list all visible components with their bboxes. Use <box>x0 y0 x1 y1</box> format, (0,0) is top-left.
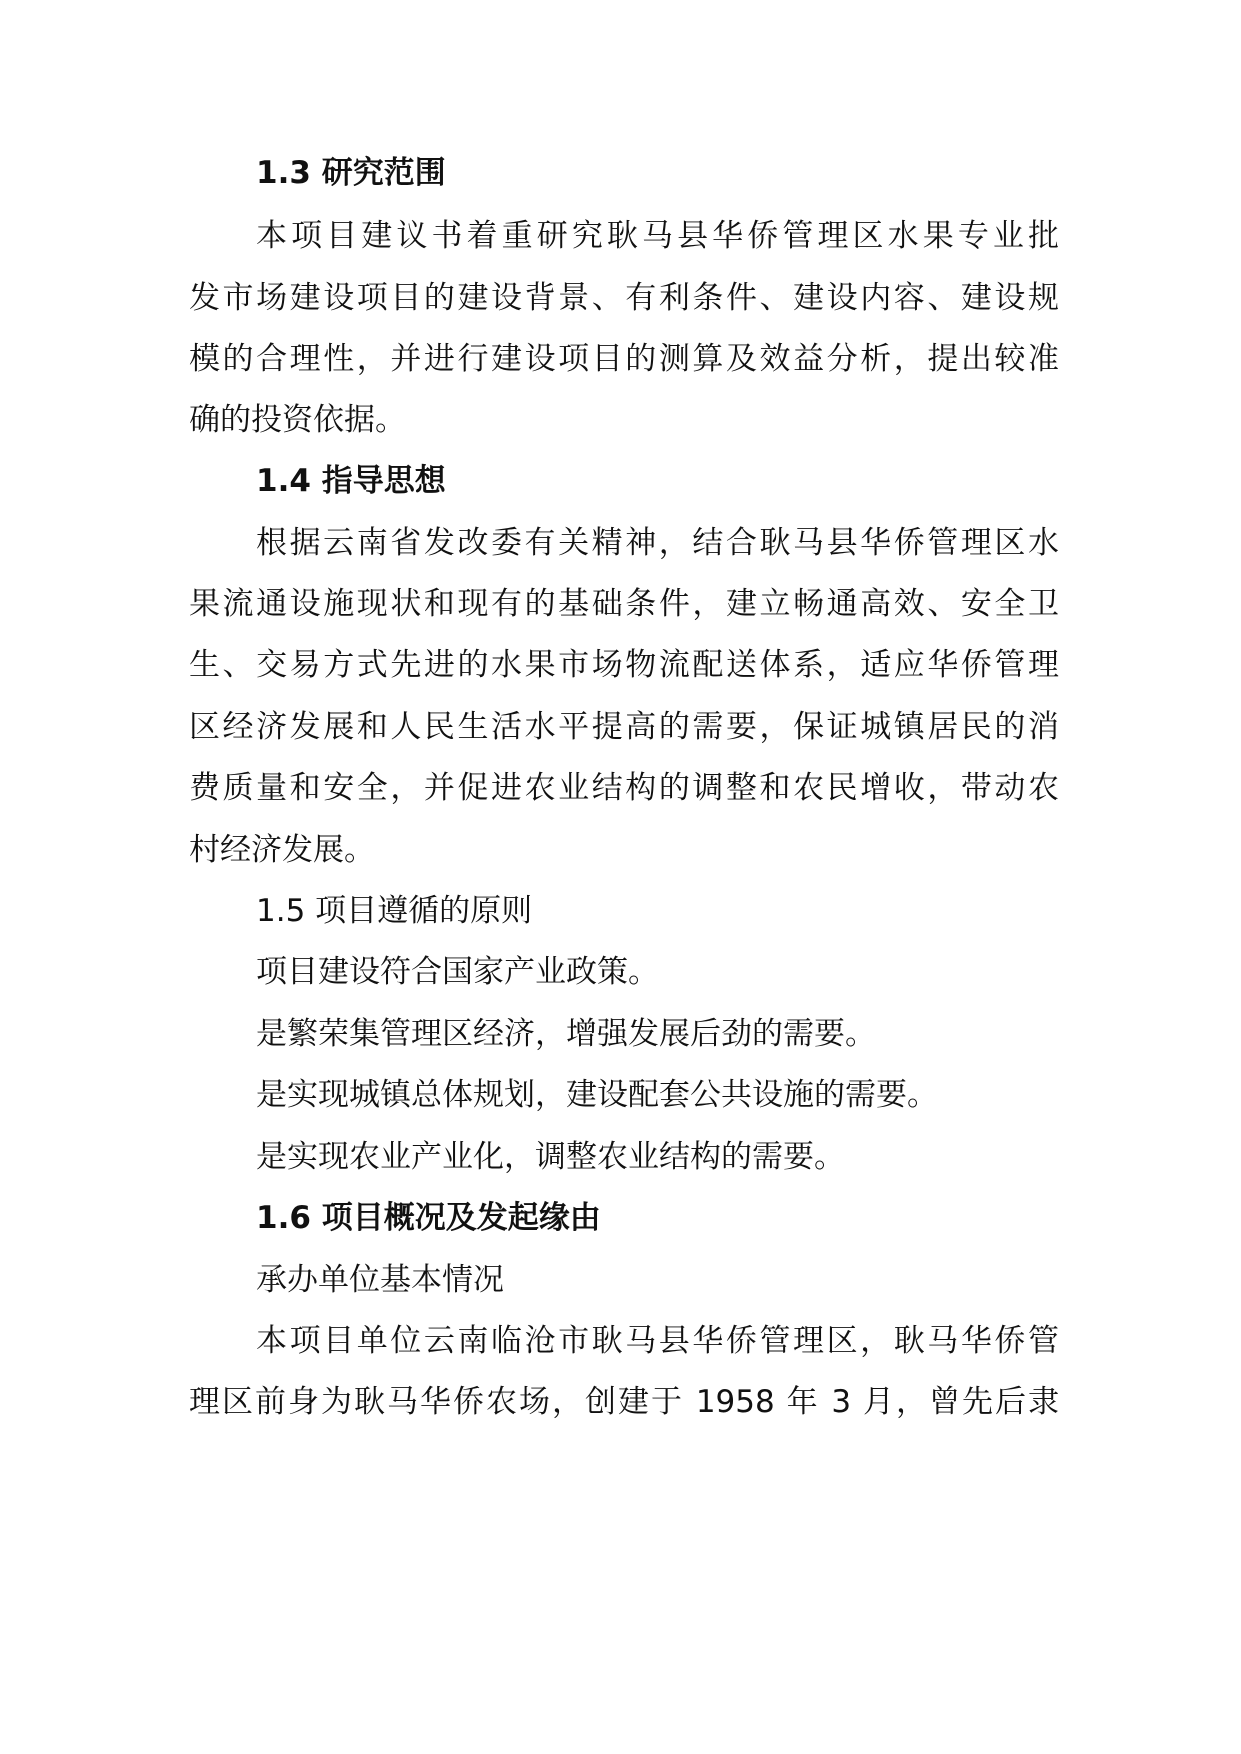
section-heading-1-5: 1.5 项目遵循的原则 <box>256 893 533 929</box>
paragraph-line: 根据云南省发改委有关精神，结合耿马县华侨管理区水 <box>256 525 1059 561</box>
principle-item: 是实现城镇总体规划，建设配套公共设施的需要。 <box>256 1077 938 1113</box>
paragraph-line: 确的投资依据。 <box>189 402 406 438</box>
principle-item: 是实现农业产业化，调整农业结构的需要。 <box>256 1139 845 1175</box>
paragraph-line: 费质量和安全，并促进农业结构的调整和农民增收，带动农 <box>189 770 1059 806</box>
paragraph-line: 理区前身为耿马华侨农场，创建于 1958 年 3 月，曾先后隶 <box>189 1384 1059 1420</box>
section-heading-1-6: 1.6 项目概况及发起缘由 <box>256 1200 601 1236</box>
paragraph-line: 区经济发展和人民生活水平提高的需要，保证城镇居民的消 <box>189 709 1059 745</box>
section-heading-1-3: 1.3 研究范围 <box>256 155 446 191</box>
paragraph-line: 模的合理性，并进行建设项目的测算及效益分析，提出较准 <box>189 341 1059 377</box>
principle-item: 是繁荣集管理区经济，增强发展后劲的需要。 <box>256 1016 876 1052</box>
subheading: 承办单位基本情况 <box>256 1262 504 1298</box>
section-heading-1-4: 1.4 指导思想 <box>256 463 446 499</box>
paragraph-line: 村经济发展。 <box>189 832 375 868</box>
paragraph-line: 本项目建议书着重研究耿马县华侨管理区水果专业批 <box>256 218 1059 254</box>
principle-item: 项目建设符合国家产业政策。 <box>256 954 659 990</box>
paragraph-line: 发市场建设项目的建设背景、有利条件、建设内容、建设规 <box>189 280 1059 316</box>
paragraph-line: 生、交易方式先进的水果市场物流配送体系，适应华侨管理 <box>189 647 1059 683</box>
paragraph-line: 果流通设施现状和现有的基础条件，建立畅通高效、安全卫 <box>189 586 1059 622</box>
paragraph-line: 本项目单位云南临沧市耿马县华侨管理区，耿马华侨管 <box>256 1323 1059 1359</box>
